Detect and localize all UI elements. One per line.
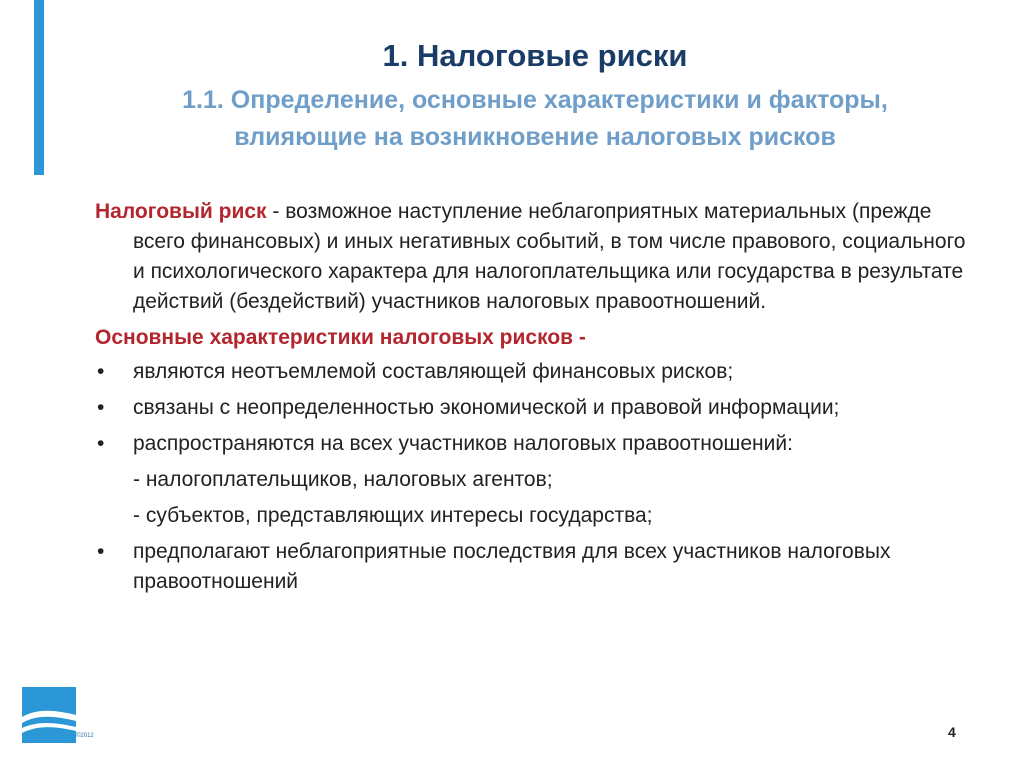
sub-list-item: - налогоплательщиков, налоговых агентов; [133,468,553,491]
copyright-text: ©2012 [76,733,94,739]
bullet-icon: • [97,396,105,419]
list-item [95,429,975,459]
subtitle-line-1: 1.1. Определение, основные характеристики и факторы, [182,86,888,114]
definition-term: Налоговый риск [95,200,267,223]
definition-paragraph [95,197,975,317]
subtitle-line-2: влияющие на возникновение налоговых рисков [234,123,836,151]
list-item-text: связаны с неопределенностью экономической и правовой информации; [133,396,840,419]
sub-list-item: - субъектов, представляющих интересы государства; [133,504,653,527]
list-item [95,393,975,423]
list-item-text: распространяются на всех участников налоговых правоотношений: [133,432,793,455]
bullet-icon: • [97,360,105,383]
list-item-text: являются неотъемлемой составляющей финансовых рисков; [133,360,734,383]
slide-subtitle [60,82,1010,156]
characteristics-list-continued [95,537,975,597]
characteristics-heading: Основные характеристики налоговых рисков - [95,326,586,349]
slide-title: 1. Налоговые риски [382,38,688,73]
list-item [95,357,975,387]
definition-text: - возможное наступление неблагоприятных материальных (прежде всего финансовых) и иных негативных событий, в том числе правового, социального и психологического характера для налогоплательщика или государства в результате действий (бездействий) участников налоговых правоотношений. [133,200,966,313]
page-number: 4 [948,724,956,740]
company-logo-icon [22,687,76,743]
accent-bar [34,0,44,175]
bullet-icon: • [97,540,105,563]
characteristics-list [95,357,975,459]
bullet-icon: • [97,432,105,455]
slide-body [95,197,975,603]
list-item [95,537,975,597]
list-item-text: предполагают неблагоприятные последствия для всех участников налоговых правоотношений [133,540,891,593]
